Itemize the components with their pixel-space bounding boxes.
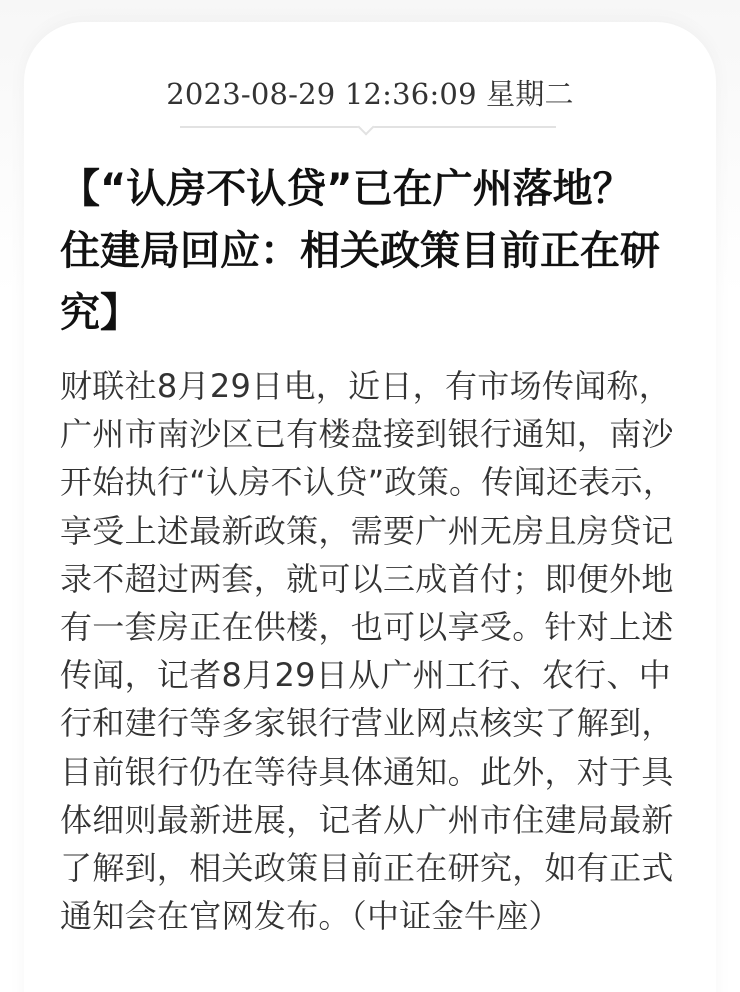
article-body: 财联社8月29日电，近日，有市场传闻称，广州市南沙区已有楼盘接到银行通知，南沙开始执行“认房不认贷”政策。传闻还表示，享受上述最新政策，需要广州无房且房贷记录不超过两套，就可以三成首付；即便外地有一套房正在供楼，也可以享受。针对上述传闻，记者8月29日从广州工行、农行、中行和建行等多家银行营业网点核实了解到，目前银行仍在等待具体通知。此外，对于具体细则最新进展，记者从广州市住建局最新了解到，相关政策目前正在研究，如有正式通知会在官网发布。（中证金牛座） [60, 367, 676, 936]
publish-timestamp: 2023-08-29 12:36:09 星期二 [166, 77, 574, 111]
article-headline: 【“认房不认贷”已在广州落地？住建局回应：相关政策目前正在研究】 [60, 166, 660, 336]
